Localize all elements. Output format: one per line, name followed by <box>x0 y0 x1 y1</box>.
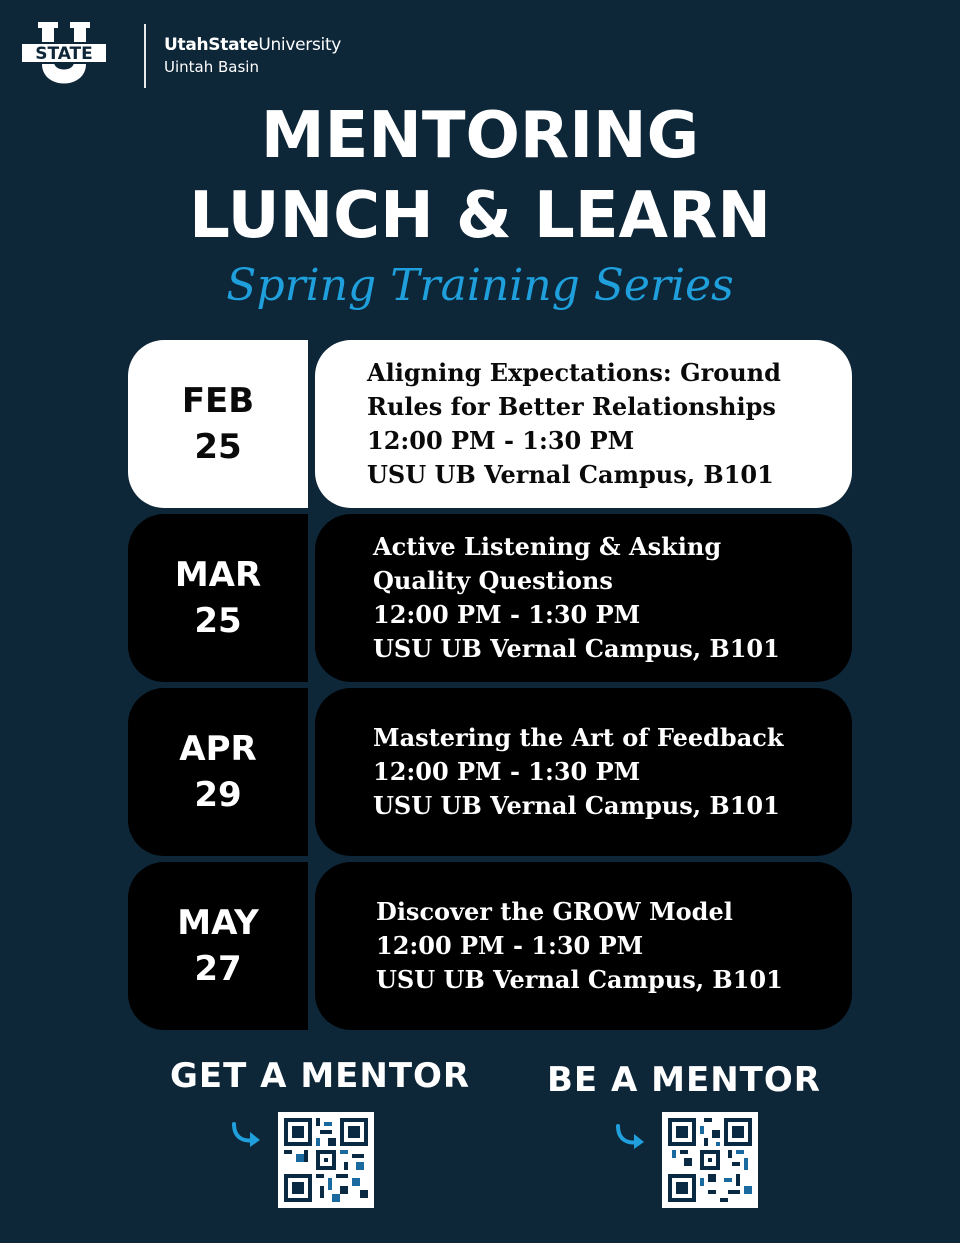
session-time: 12:00 PM - 1:30 PM <box>376 931 644 960</box>
logo-mark-text: STATE <box>35 44 93 64</box>
session-day: 25 <box>194 601 242 641</box>
session-info <box>315 862 852 1030</box>
session-info <box>315 340 852 508</box>
session-day: 25 <box>194 427 242 467</box>
logo-divider <box>144 24 146 88</box>
campus-name: Uintah Basin <box>164 58 259 76</box>
session-time: 12:00 PM - 1:30 PM <box>373 757 641 786</box>
get-mentor-qr-code[interactable] <box>278 1112 374 1208</box>
title-line-2: LUNCH & LEARN <box>189 179 771 253</box>
page-subtitle: Spring Training Series <box>226 260 734 311</box>
be-mentor-heading: BE A MENTOR <box>547 1060 821 1100</box>
session-location: USU UB Vernal Campus, B101 <box>373 791 780 820</box>
get-mentor-heading: GET A MENTOR <box>170 1056 471 1096</box>
session-month: FEB <box>181 381 255 421</box>
session-month: APR <box>179 729 257 769</box>
session-title: Discover the GROW Model <box>376 897 733 926</box>
session-title: Quality Questions <box>373 566 613 595</box>
page-title <box>0 96 960 256</box>
session-date <box>128 514 308 682</box>
session-info <box>315 688 852 856</box>
session-title: Active Listening & Asking <box>373 532 722 561</box>
session-info <box>315 514 852 682</box>
session-date <box>128 688 308 856</box>
session-date <box>128 862 308 1030</box>
session-location: USU UB Vernal Campus, B101 <box>373 634 780 663</box>
curved-arrow-icon <box>230 1120 264 1150</box>
session-card <box>128 688 852 856</box>
logo-text <box>164 35 341 77</box>
university-name-rest: University <box>258 35 342 55</box>
curved-arrow-icon <box>614 1122 648 1152</box>
session-location: USU UB Vernal Campus, B101 <box>367 460 774 489</box>
session-month: MAY <box>177 903 259 943</box>
session-date <box>128 340 308 508</box>
session-location: USU UB Vernal Campus, B101 <box>376 965 783 994</box>
session-day: 29 <box>194 775 242 815</box>
session-time: 12:00 PM - 1:30 PM <box>367 426 635 455</box>
title-line-1: MENTORING <box>260 99 700 173</box>
session-title: Rules for Better Relationships <box>367 392 776 421</box>
session-card <box>128 340 852 508</box>
session-month: MAR <box>174 555 262 595</box>
session-title: Mastering the Art of Feedback <box>373 723 784 752</box>
university-name <box>164 35 341 55</box>
qr-code-icon <box>668 1118 752 1202</box>
session-card <box>128 862 852 1030</box>
session-card <box>128 514 852 682</box>
be-mentor-qr-code[interactable] <box>662 1112 758 1208</box>
session-time: 12:00 PM - 1:30 PM <box>373 600 641 629</box>
session-day: 27 <box>194 949 242 989</box>
session-title: Aligning Expectations: Ground <box>367 358 781 387</box>
university-logo <box>20 22 341 90</box>
university-name-bold: UtahState <box>164 35 259 55</box>
usu-logo-icon <box>20 22 108 90</box>
qr-code-icon <box>284 1118 368 1202</box>
